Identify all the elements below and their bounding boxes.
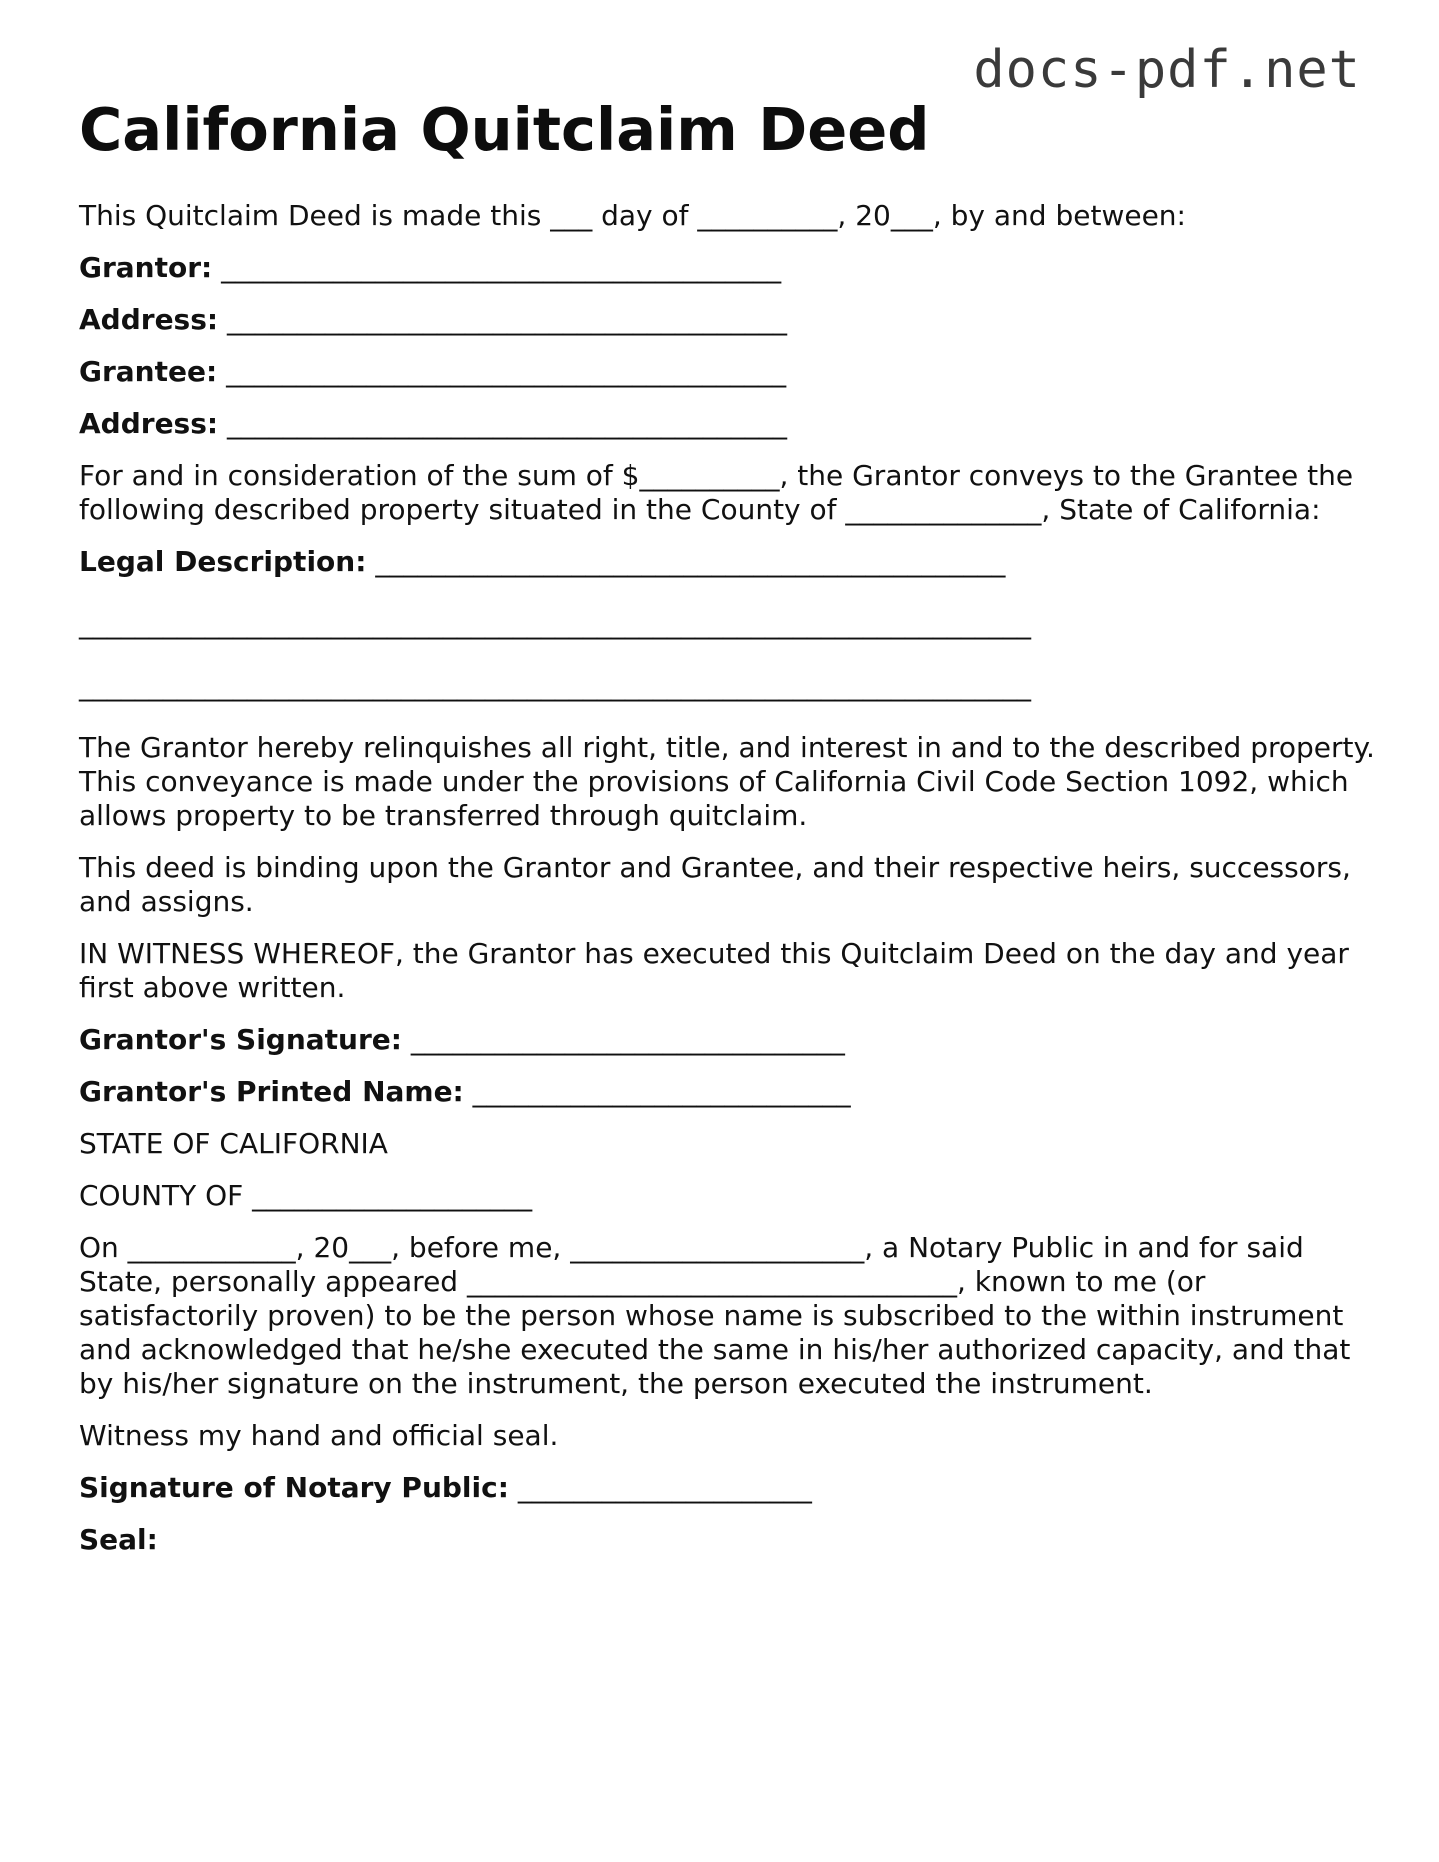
grantee-address-label: Address: <box>79 407 219 440</box>
legal-description-line-1: ____________________________________________________________________ <box>79 607 1031 640</box>
county-heading: COUNTY OF ____________________ <box>79 1179 533 1212</box>
notary-signature-blank: _____________________ <box>508 1471 812 1504</box>
seal-label: Seal: <box>79 1523 158 1556</box>
grantor-signature-field <box>79 1023 1379 1057</box>
relinquish-paragraph: The Grantor hereby relinquishes all right, title, and interest in and to the described property. This conveyance is made under the provisions of California Civil Code Section 1092, which allows property to be transferred through quitclaim. <box>79 731 1384 832</box>
binding-paragraph: This deed is binding upon the Grantor and Grantee, and their respective heirs, successors, and assigns. <box>79 851 1360 918</box>
grantor-printed-name-blank: ___________________________ <box>463 1075 851 1108</box>
state-heading: STATE OF CALIFORNIA <box>79 1127 388 1160</box>
grantor-address-field <box>79 303 1379 337</box>
page-title: California Quitclaim Deed <box>79 95 930 164</box>
legal-description-field <box>79 545 1379 579</box>
grantee-blank: ________________________________________ <box>217 355 787 388</box>
watermark: docs-pdf.net <box>973 40 1361 100</box>
notary-signature-label: Signature of Notary Public: <box>79 1471 509 1504</box>
intro-paragraph: This Quitclaim Deed is made this ___ day of __________, 20___, by and between: <box>79 199 1186 232</box>
grantor-field <box>79 251 1379 285</box>
consideration-paragraph: For and in consideration of the sum of $__________, the Grantor conveys to the Grantee the following described property situated in the County of ______________, State of California: <box>79 459 1363 526</box>
grantee-field <box>79 355 1379 389</box>
legal-description-blank: _____________________________________________ <box>366 545 1006 578</box>
grantee-address-field <box>79 407 1379 441</box>
grantor-label: Grantor: <box>79 251 213 284</box>
grantor-printed-name-label: Grantor's Printed Name: <box>79 1075 464 1108</box>
grantee-label: Grantee: <box>79 355 218 388</box>
grantor-signature-label: Grantor's Signature: <box>79 1023 402 1056</box>
witness-seal-text: Witness my hand and official seal. <box>79 1419 559 1452</box>
grantor-printed-name-field <box>79 1075 1379 1109</box>
grantor-signature-blank: _______________________________ <box>401 1023 845 1056</box>
notary-acknowledgment: On ____________, 20___, before me, _____________________, a Notary Public in and for said State, personally appeared ___________________________________, known to me (or satisfactorily proven) to be the person whose name is subscribed to the within instrument and acknowledged that he/she executed the same in his/her authorized capacity, and that by his/her signature on the instrument, the person executed the instrument. <box>79 1231 1360 1400</box>
witness-paragraph: IN WITNESS WHEREOF, the Grantor has executed this Quitclaim Deed on the day and year first above written. <box>79 937 1358 1004</box>
legal-description-line-2: ____________________________________________________________________ <box>79 669 1031 702</box>
grantor-blank: ________________________________________ <box>212 251 782 284</box>
notary-signature-field <box>79 1471 1379 1505</box>
grantor-address-blank: ________________________________________ <box>218 303 787 336</box>
grantee-address-blank: ________________________________________ <box>218 407 787 440</box>
grantor-address-label: Address: <box>79 303 219 336</box>
document-body <box>79 95 1384 1557</box>
legal-description-label: Legal Description: <box>79 545 367 578</box>
